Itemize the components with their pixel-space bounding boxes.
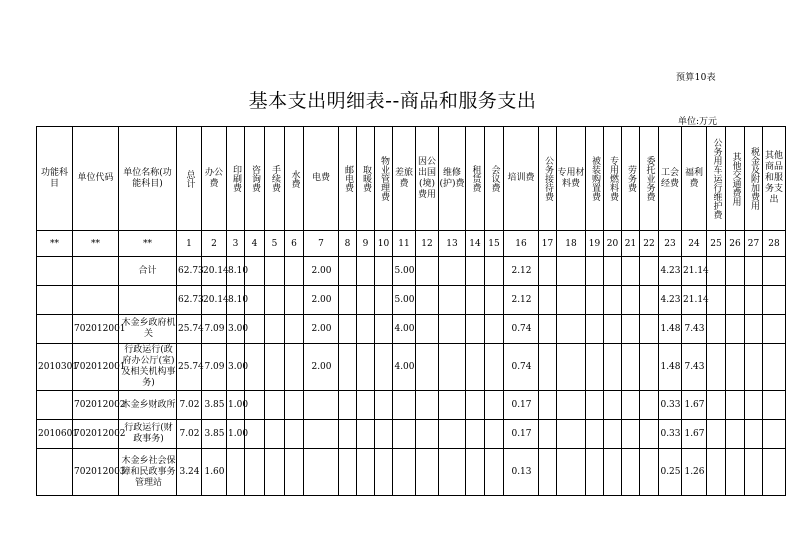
col-travel: 差旅费 — [393, 127, 416, 231]
index-cell: 23 — [659, 231, 682, 257]
col-tax: 税金及附加费用 — [745, 127, 763, 231]
value-cell — [339, 420, 357, 449]
col-other-transport: 其他交通费用 — [726, 127, 745, 231]
value-cell — [466, 420, 485, 449]
value-cell — [707, 286, 726, 315]
value-cell: 7.43 — [682, 344, 707, 391]
value-cell — [485, 286, 504, 315]
unit-code-cell: 702012001 — [73, 344, 119, 391]
value-cell — [339, 344, 357, 391]
index-cell: 7 — [304, 231, 339, 257]
value-cell — [622, 257, 640, 286]
col-materials: 专用材料费 — [557, 127, 586, 231]
unit-label: 单位:万元 — [678, 117, 718, 127]
table-row — [37, 286, 786, 315]
index-cell: 16 — [504, 231, 539, 257]
value-cell — [557, 449, 586, 496]
index-cell: 24 — [682, 231, 707, 257]
value-cell — [622, 286, 640, 315]
value-cell — [586, 449, 604, 496]
col-unit-name: 单位名称(功能科目) — [119, 127, 177, 231]
col-handling: 手续费 — [265, 127, 285, 231]
value-cell: 21.14 — [682, 286, 707, 315]
col-water: 水费 — [285, 127, 304, 231]
value-cell — [485, 315, 504, 344]
index-cell: 27 — [745, 231, 763, 257]
value-cell: 3.85 — [202, 391, 227, 420]
value-cell: 7.09 — [202, 315, 227, 344]
value-cell — [640, 449, 659, 496]
value-cell: 4.00 — [393, 315, 416, 344]
value-cell — [375, 391, 393, 420]
index-cell: 15 — [485, 231, 504, 257]
value-cell: 3.00 — [227, 315, 245, 344]
table-row — [37, 420, 786, 449]
value-cell — [726, 286, 745, 315]
table-row — [37, 344, 786, 391]
value-cell — [304, 420, 339, 449]
value-cell: 3.00 — [227, 344, 245, 391]
table-row — [37, 315, 786, 344]
value-cell — [375, 286, 393, 315]
func-code-cell — [37, 286, 73, 315]
index-cell: 8 — [339, 231, 357, 257]
value-cell — [466, 315, 485, 344]
col-abroad: 因公出国(境)费用 — [416, 127, 439, 231]
index-cell: 5 — [265, 231, 285, 257]
value-cell — [416, 420, 439, 449]
value-cell — [466, 449, 485, 496]
index-cell: ** — [119, 231, 177, 257]
col-unit-code: 单位代码 — [73, 127, 119, 231]
value-cell: 3.24 — [177, 449, 202, 496]
value-cell — [285, 257, 304, 286]
value-cell — [745, 315, 763, 344]
value-cell — [357, 257, 375, 286]
unit-name-cell: 木金乡社会保障和民政事务管理站 — [119, 449, 177, 496]
value-cell — [557, 420, 586, 449]
value-cell: 62.73 — [177, 286, 202, 315]
value-cell — [604, 315, 622, 344]
value-cell — [640, 391, 659, 420]
value-cell — [557, 344, 586, 391]
value-cell — [726, 420, 745, 449]
func-code-cell — [37, 449, 73, 496]
value-cell — [304, 449, 339, 496]
value-cell — [640, 420, 659, 449]
value-cell — [357, 420, 375, 449]
index-cell: 22 — [640, 231, 659, 257]
col-property: 物业管理费 — [375, 127, 393, 231]
index-cell: 18 — [557, 231, 586, 257]
value-cell — [375, 257, 393, 286]
value-cell — [604, 449, 622, 496]
value-cell — [586, 315, 604, 344]
value-cell: 25.74 — [177, 315, 202, 344]
value-cell — [745, 286, 763, 315]
value-cell: 0.13 — [504, 449, 539, 496]
func-code-cell — [37, 391, 73, 420]
value-cell — [439, 420, 466, 449]
value-cell: 1.48 — [659, 344, 682, 391]
value-cell — [745, 391, 763, 420]
col-printing: 印刷费 — [227, 127, 245, 231]
value-cell — [745, 257, 763, 286]
index-cell: 25 — [707, 231, 726, 257]
value-cell: 0.25 — [659, 449, 682, 496]
value-cell — [763, 449, 786, 496]
index-cell: 17 — [539, 231, 557, 257]
column-index-row — [37, 231, 786, 257]
value-cell — [763, 391, 786, 420]
value-cell: 2.00 — [304, 315, 339, 344]
value-cell — [439, 315, 466, 344]
col-vehicle: 公务用车运行维护费 — [707, 127, 726, 231]
value-cell — [726, 315, 745, 344]
col-union: 工会经费 — [659, 127, 682, 231]
value-cell — [485, 257, 504, 286]
col-total: 总计 — [177, 127, 202, 231]
col-office: 办公费 — [202, 127, 227, 231]
value-cell — [339, 449, 357, 496]
index-cell: 20 — [604, 231, 622, 257]
col-fuel: 专用燃料费 — [604, 127, 622, 231]
value-cell — [357, 286, 375, 315]
value-cell — [485, 344, 504, 391]
value-cell — [375, 315, 393, 344]
value-cell — [393, 449, 416, 496]
value-cell — [586, 420, 604, 449]
value-cell: 7.43 — [682, 315, 707, 344]
value-cell: 4.00 — [393, 344, 416, 391]
value-cell — [416, 449, 439, 496]
value-cell — [416, 344, 439, 391]
value-cell — [357, 315, 375, 344]
value-cell — [707, 391, 726, 420]
value-cell — [622, 344, 640, 391]
value-cell — [622, 449, 640, 496]
value-cell: 2.12 — [504, 286, 539, 315]
value-cell — [285, 344, 304, 391]
value-cell: 4.23 — [659, 286, 682, 315]
table-body — [37, 257, 786, 496]
value-cell — [586, 344, 604, 391]
value-cell: 7.02 — [177, 391, 202, 420]
value-cell: 62.73 — [177, 257, 202, 286]
index-cell: 9 — [357, 231, 375, 257]
value-cell — [439, 286, 466, 315]
value-cell — [726, 257, 745, 286]
index-cell: 10 — [375, 231, 393, 257]
value-cell — [416, 391, 439, 420]
page-title: 基本支出明细表--商品和服务支出 — [248, 90, 537, 112]
unit-name-cell: 行政运行(政府办公厅(室)及相关机构事务) — [119, 344, 177, 391]
unit-name-cell — [119, 286, 177, 315]
value-cell — [285, 391, 304, 420]
value-cell — [539, 344, 557, 391]
index-cell: 12 — [416, 231, 439, 257]
value-cell — [604, 391, 622, 420]
value-cell — [416, 257, 439, 286]
unit-name-cell: 合计 — [119, 257, 177, 286]
value-cell: 5.00 — [393, 286, 416, 315]
value-cell: 2.00 — [304, 286, 339, 315]
unit-code-cell — [73, 257, 119, 286]
value-cell — [557, 286, 586, 315]
value-cell: 2.00 — [304, 257, 339, 286]
value-cell — [707, 420, 726, 449]
col-uniform: 被装购置费 — [586, 127, 604, 231]
value-cell: 2.12 — [504, 257, 539, 286]
value-cell — [285, 315, 304, 344]
value-cell: 8.10 — [227, 286, 245, 315]
value-cell — [393, 391, 416, 420]
value-cell: 7.02 — [177, 420, 202, 449]
col-repair: 维修(护)费 — [439, 127, 466, 231]
value-cell — [707, 449, 726, 496]
value-cell — [726, 449, 745, 496]
index-cell: 28 — [763, 231, 786, 257]
value-cell — [375, 344, 393, 391]
func-code-cell — [37, 315, 73, 344]
unit-code-cell: 702012002 — [73, 420, 119, 449]
value-cell — [763, 257, 786, 286]
value-cell — [763, 315, 786, 344]
index-cell: 6 — [285, 231, 304, 257]
value-cell — [745, 449, 763, 496]
value-cell — [726, 391, 745, 420]
value-cell — [604, 344, 622, 391]
table-row — [37, 257, 786, 286]
value-cell — [265, 344, 285, 391]
value-cell — [265, 449, 285, 496]
value-cell — [586, 257, 604, 286]
value-cell — [393, 420, 416, 449]
value-cell: 25.74 — [177, 344, 202, 391]
value-cell — [557, 315, 586, 344]
value-cell: 7.09 — [202, 344, 227, 391]
value-cell — [707, 315, 726, 344]
value-cell — [539, 391, 557, 420]
value-cell — [640, 286, 659, 315]
value-cell: 5.00 — [393, 257, 416, 286]
value-cell: 0.74 — [504, 344, 539, 391]
value-cell — [416, 286, 439, 315]
value-cell — [304, 391, 339, 420]
value-cell — [745, 420, 763, 449]
value-cell: 2.00 — [304, 344, 339, 391]
value-cell: 1.60 — [202, 449, 227, 496]
value-cell — [485, 449, 504, 496]
value-cell — [539, 420, 557, 449]
col-electricity: 电费 — [304, 127, 339, 231]
value-cell — [285, 449, 304, 496]
index-cell: 1 — [177, 231, 202, 257]
value-cell — [640, 344, 659, 391]
value-cell — [439, 391, 466, 420]
value-cell: 20.14 — [202, 286, 227, 315]
col-other: 其他商品和服务支出 — [763, 127, 786, 231]
col-rent: 租赁费 — [466, 127, 485, 231]
col-consulting: 咨询费 — [245, 127, 265, 231]
unit-code-cell — [73, 286, 119, 315]
value-cell — [539, 286, 557, 315]
value-cell: 3.85 — [202, 420, 227, 449]
expenditure-table — [36, 126, 786, 496]
value-cell: 1.00 — [227, 420, 245, 449]
value-cell — [763, 286, 786, 315]
value-cell: 0.17 — [504, 391, 539, 420]
func-code-cell: 2010301 — [37, 344, 73, 391]
value-cell — [357, 391, 375, 420]
table-row — [37, 391, 786, 420]
value-cell — [640, 257, 659, 286]
value-cell — [604, 257, 622, 286]
value-cell — [466, 344, 485, 391]
col-training: 培训费 — [504, 127, 539, 231]
index-cell: 4 — [245, 231, 265, 257]
value-cell: 4.23 — [659, 257, 682, 286]
value-cell — [745, 344, 763, 391]
value-cell — [265, 315, 285, 344]
value-cell — [485, 391, 504, 420]
unit-code-cell: 702012001 — [73, 315, 119, 344]
value-cell — [539, 257, 557, 286]
index-cell: 3 — [227, 231, 245, 257]
value-cell: 8.10 — [227, 257, 245, 286]
table-row — [37, 449, 786, 496]
value-cell — [375, 449, 393, 496]
value-cell — [439, 344, 466, 391]
value-cell — [485, 420, 504, 449]
value-cell — [539, 315, 557, 344]
value-cell — [763, 344, 786, 391]
value-cell — [726, 344, 745, 391]
func-code-cell: 2010601 — [37, 420, 73, 449]
col-commission: 委托业务费 — [640, 127, 659, 231]
col-postal: 邮电费 — [339, 127, 357, 231]
value-cell — [622, 391, 640, 420]
value-cell — [339, 257, 357, 286]
col-labor: 劳务费 — [622, 127, 640, 231]
index-cell: 2 — [202, 231, 227, 257]
index-cell: 21 — [622, 231, 640, 257]
value-cell — [357, 449, 375, 496]
value-cell — [604, 286, 622, 315]
value-cell — [375, 420, 393, 449]
value-cell — [265, 420, 285, 449]
col-reception: 公务接待费 — [539, 127, 557, 231]
value-cell — [466, 286, 485, 315]
value-cell — [285, 420, 304, 449]
value-cell — [339, 315, 357, 344]
value-cell: 0.17 — [504, 420, 539, 449]
value-cell — [227, 449, 245, 496]
value-cell: 1.48 — [659, 315, 682, 344]
value-cell — [466, 391, 485, 420]
col-welfare: 福利费 — [682, 127, 707, 231]
value-cell — [763, 420, 786, 449]
value-cell — [265, 286, 285, 315]
value-cell — [586, 391, 604, 420]
value-cell — [622, 420, 640, 449]
value-cell: 1.26 — [682, 449, 707, 496]
value-cell — [339, 391, 357, 420]
value-cell — [339, 286, 357, 315]
value-cell — [707, 344, 726, 391]
func-code-cell — [37, 257, 73, 286]
unit-code-cell: 702012002 — [73, 391, 119, 420]
value-cell — [707, 257, 726, 286]
col-heating: 取暖费 — [357, 127, 375, 231]
value-cell — [245, 449, 265, 496]
value-cell — [557, 391, 586, 420]
value-cell — [539, 449, 557, 496]
value-cell: 0.33 — [659, 391, 682, 420]
value-cell: 1.67 — [682, 420, 707, 449]
value-cell — [439, 257, 466, 286]
unit-name-cell: 木金乡政府机关 — [119, 315, 177, 344]
index-cell: 19 — [586, 231, 604, 257]
col-meeting: 会议费 — [485, 127, 504, 231]
col-func-code: 功能科目 — [37, 127, 73, 231]
index-cell: ** — [37, 231, 73, 257]
unit-code-cell: 702012003 — [73, 449, 119, 496]
value-cell: 1.67 — [682, 391, 707, 420]
value-cell — [622, 315, 640, 344]
value-cell: 21.14 — [682, 257, 707, 286]
value-cell — [604, 420, 622, 449]
index-cell: 11 — [393, 231, 416, 257]
value-cell — [416, 315, 439, 344]
index-cell: 14 — [466, 231, 485, 257]
value-cell — [357, 344, 375, 391]
header-row — [37, 127, 786, 231]
value-cell: 0.74 — [504, 315, 539, 344]
index-cell: 26 — [726, 231, 745, 257]
value-cell: 0.33 — [659, 420, 682, 449]
value-cell — [439, 449, 466, 496]
unit-name-cell: 木金乡财政所 — [119, 391, 177, 420]
value-cell — [466, 257, 485, 286]
unit-name-cell: 行政运行(财政事务) — [119, 420, 177, 449]
index-cell: ** — [73, 231, 119, 257]
form-number: 预算10表 — [676, 73, 716, 83]
value-cell — [285, 286, 304, 315]
value-cell: 20.14 — [202, 257, 227, 286]
value-cell — [265, 391, 285, 420]
value-cell: 1.00 — [227, 391, 245, 420]
index-cell: 13 — [439, 231, 466, 257]
value-cell — [586, 286, 604, 315]
value-cell — [640, 315, 659, 344]
value-cell — [265, 257, 285, 286]
value-cell — [557, 257, 586, 286]
